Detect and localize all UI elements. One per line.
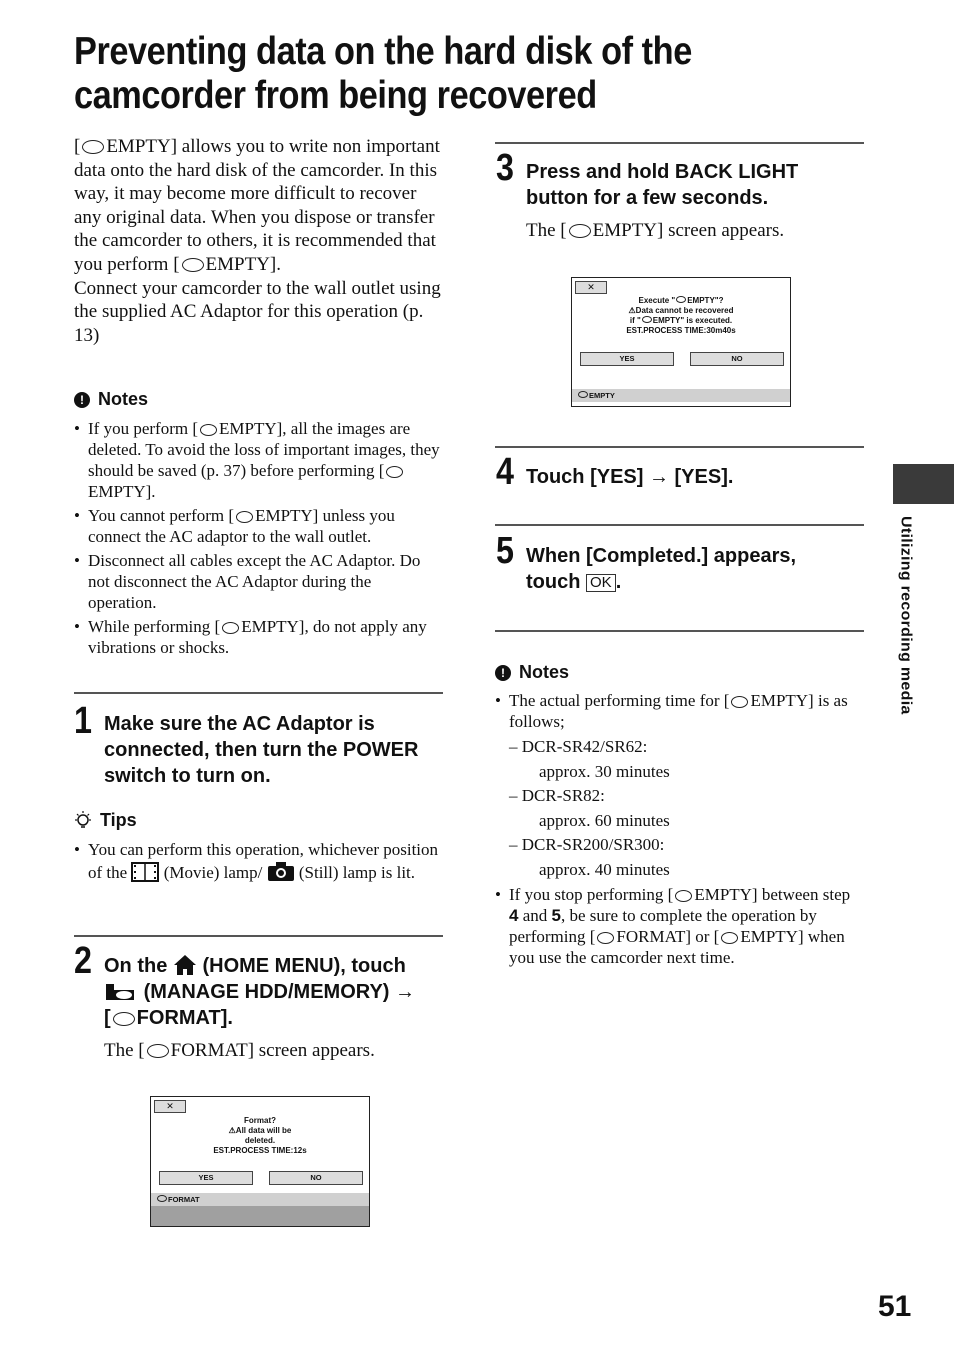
close-button[interactable]: ✕ xyxy=(575,281,607,294)
page-title xyxy=(74,30,778,118)
hdd-icon xyxy=(676,296,686,303)
list-item: • You cannot perform [ EMPTY] unless you connect the AC adaptor to the wall outlet. xyxy=(74,505,440,547)
step-2-result: The [ FORMAT] screen appears. xyxy=(104,1040,375,1061)
notes-heading-right: ! Notes xyxy=(495,662,569,683)
step-2-number: 2 xyxy=(74,940,92,982)
ok-button[interactable]: OK xyxy=(586,574,616,592)
step-4-number: 4 xyxy=(496,451,514,493)
step-1-number: 1 xyxy=(74,700,92,742)
format-message: Format? ⚠All data will be deleted. EST.PROCESS TIME:12s xyxy=(213,1116,307,1155)
step-divider xyxy=(495,142,864,144)
hdd-icon xyxy=(157,1195,167,1202)
notes-list-right xyxy=(495,690,861,971)
list-item: – DCR-SR82: xyxy=(509,786,605,805)
step-divider xyxy=(495,446,864,448)
hdd-icon xyxy=(182,258,204,272)
warning-icon: ⚠ xyxy=(228,1126,236,1135)
step-5-text: When [Completed.] appears, touch OK . xyxy=(526,545,797,593)
list-item: – DCR-SR200/SR300: xyxy=(509,835,665,854)
step-divider xyxy=(74,935,443,937)
format-screen xyxy=(150,1096,370,1227)
empty-screen xyxy=(571,277,791,407)
list-item: • If you stop performing [ EMPTY] between step 4 and 5, be sure to complete the operation by performing [ FORMAT] or [ EMPTY] when you use the camcorder next time. xyxy=(495,884,861,968)
list-item-value: approx. 40 minutes xyxy=(539,859,670,879)
list-item: • If you perform [ EMPTY], all the images are deleted. To avoid the loss of important images, they should be saved (p. 37) before performing [EMPTY]. xyxy=(74,418,440,502)
no-button[interactable]: NO xyxy=(690,352,784,366)
section-tab xyxy=(893,464,954,504)
hdd-icon xyxy=(578,391,588,398)
screen-footer: FORMAT xyxy=(151,1193,369,1206)
step-4-text: Touch [YES] → [YES]. xyxy=(526,466,734,488)
hdd-icon xyxy=(675,890,692,902)
list-item: – DCR-SR42/SR62: xyxy=(509,737,648,756)
step-1-text: Make sure the AC Adaptor is connected, then turn the POWER switch to turn on. xyxy=(104,713,419,787)
step-divider xyxy=(495,524,864,526)
section-label: Utilizing recording media xyxy=(897,516,914,715)
page-number: 51 xyxy=(878,1290,912,1323)
no-button[interactable]: NO xyxy=(269,1171,363,1185)
step-2-text: On the (HOME MENU), touch (MANAGE HDD/MEMORY) → [ FORMAT]. xyxy=(104,955,416,1029)
camera-icon xyxy=(267,860,295,882)
intro-text: [ EMPTY] allows you to write non important data onto the hard disk of the camcorder. In this way, it may become more difficult to recover any original data. When you dispose or transfer the camcorder to others, it is recommended that you perform [ EMPTY]. Connect your camcorder to the wall outlet using the supplied AC Adaptor for this operation (p. 13) xyxy=(74,136,441,346)
hdd-icon xyxy=(236,511,253,523)
step-3-result: The [ EMPTY] screen appears. xyxy=(526,220,785,241)
notes-heading-left: ! Notes xyxy=(74,389,148,410)
screen-footer: EMPTY xyxy=(572,389,790,402)
hdd-icon xyxy=(82,140,104,154)
list-item-value: approx. 60 minutes xyxy=(539,810,670,830)
manage-hdd-icon xyxy=(104,982,138,1002)
tips-heading: Tips xyxy=(74,810,137,831)
hdd-icon xyxy=(147,1044,169,1058)
model-time-list xyxy=(495,735,861,882)
hdd-icon xyxy=(642,316,652,323)
step-3-number: 3 xyxy=(496,147,514,189)
title-line-2: camcorder from being recovered xyxy=(74,74,597,117)
hdd-icon xyxy=(597,932,614,944)
section-divider xyxy=(495,630,864,632)
movie-icon xyxy=(131,862,159,882)
screen-bottom-bar xyxy=(151,1206,369,1226)
hdd-icon xyxy=(200,424,217,436)
hdd-icon xyxy=(113,1012,135,1026)
notes-icon: ! xyxy=(74,392,90,408)
step-divider xyxy=(74,692,443,694)
step-5-number: 5 xyxy=(496,530,514,572)
empty-message: Execute " EMPTY"? ⚠Data cannot be recovered if " EMPTY" is executed. EST.PROCESS TIME:30m40s xyxy=(626,296,736,335)
list-item: • You can perform this operation, whichever position of the (Movie) lamp/ (Still) lamp is lit. xyxy=(74,839,440,883)
list-item: • Disconnect all cables except the AC Adaptor. Do not disconnect the AC Adaptor during the operation. xyxy=(74,550,440,613)
yes-button[interactable]: YES xyxy=(580,352,674,366)
warning-icon: ⚠ xyxy=(628,306,636,315)
title-line-1: Preventing data on the hard disk of the xyxy=(74,30,692,73)
home-icon xyxy=(173,954,197,976)
notes-icon: ! xyxy=(495,665,511,681)
hdd-icon xyxy=(569,224,591,238)
list-item: • The actual performing time for [ EMPTY] is as follows; xyxy=(495,690,861,732)
list-item: • While performing [ EMPTY], do not apply any vibrations or shocks. xyxy=(74,616,440,658)
hdd-icon xyxy=(731,696,748,708)
close-button[interactable]: ✕ xyxy=(154,1100,186,1113)
notes-list-left xyxy=(74,418,440,661)
list-item-value: approx. 30 minutes xyxy=(539,761,670,781)
hdd-icon xyxy=(721,932,738,944)
hdd-icon xyxy=(386,466,403,478)
step-3-text: Press and hold BACK LIGHT button for a few seconds. xyxy=(526,161,799,209)
yes-button[interactable]: YES xyxy=(159,1171,253,1185)
hdd-icon xyxy=(222,622,239,634)
lightbulb-icon xyxy=(74,811,92,831)
tips-list xyxy=(74,839,440,886)
